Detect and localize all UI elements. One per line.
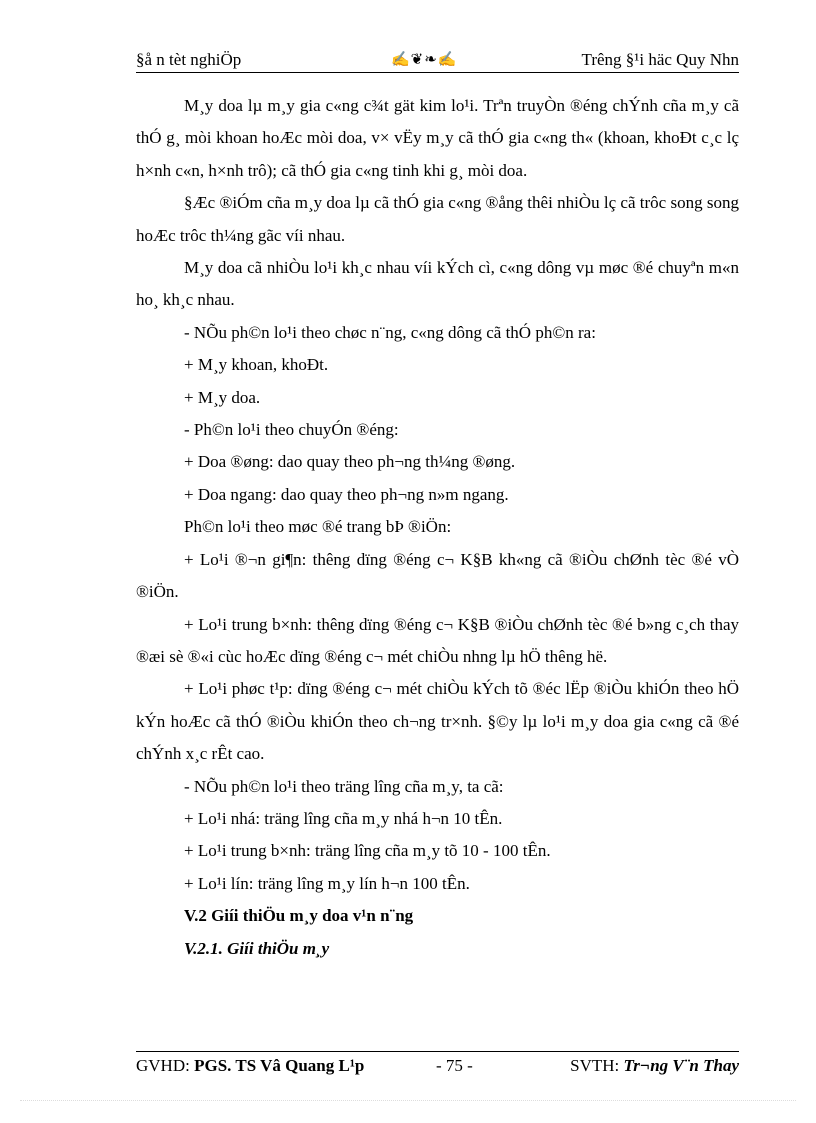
footer-advisor-label: GVHD:: [136, 1056, 195, 1075]
list-item: + Lo¹i nhá: träng lîng cña m¸y nhá h¬n 10 tÊn.: [184, 808, 503, 828]
list-item: - NÕu ph©n lo¹i theo chøc n¨ng, c«ng dông cã thÓ ph©n ra:: [184, 322, 596, 342]
list-item: + Lo¹i trung b×nh: thêng dïng ®éng c¬ K§B ®iÒu chØnh tèc ®é b»ng c¸ch thay ®æi sè ®«i cùc hoÆc dïng ®éng c¬ mét chiÒu nhng lµ hÖ thêng hë.: [136, 614, 739, 666]
page-header: [136, 48, 739, 73]
list-item: + Doa ngang: dao quay theo ph¬ng n»m ngang.: [184, 484, 509, 504]
header-left-text: §å n tèt nghiÖp: [136, 50, 242, 69]
paragraph: §Æc ®iÓm cña m¸y doa lµ cã thÓ gia c«ng ®ång thêi nhiÒu lç cã trôc song song hoÆc trôc th¼ng gãc víi nhau.: [136, 193, 739, 245]
footer-student: [570, 1056, 739, 1076]
page-number: - 75 -: [436, 1056, 473, 1075]
paragraph: M¸y doa lµ m¸y gia c«ng c¾t gät kim lo¹i. Trªn truyÒn ®éng chÝnh cña m¸y cã thÓ g¸ mòi khoan hoÆc mòi doa, v× vËy m¸y cã thÓ gia c«ng th« (khoan, khoÐt c¸c lç h×nh c«n, h×nh trô); cã thÓ gia c«ng tinh khi g¸ mòi doa.: [136, 96, 739, 180]
footer-student-label: SVTH:: [570, 1056, 624, 1075]
list-item: - NÕu ph©n lo¹i theo träng lîng cña m¸y, ta cã:: [184, 776, 504, 796]
list-item: + Lo¹i lín: träng lîng m¸y lín h¬n 100 tÊn.: [184, 873, 470, 893]
section-heading: V.2 Giíi thiÖu m¸y doa v¹n n¨ng: [184, 906, 414, 926]
list-item: + Doa ®øng: dao quay theo ph¬ng th¼ng ®øng.: [184, 452, 516, 472]
footer-advisor-name: PGS. TS Vâ Quang L¹p: [194, 1056, 365, 1075]
list-item: + Lo¹i trung b×nh: träng lîng cña m¸y tõ 10 - 100 tÊn.: [184, 841, 551, 861]
footer-advisor: [136, 1056, 364, 1076]
page-footer: [136, 1051, 739, 1078]
header-right-text: Trêng §¹i häc Quy Nhn: [581, 50, 739, 69]
list-item: Ph©n lo¹i theo møc ®é trang bÞ ®iÖn:: [184, 517, 452, 537]
footer-student-name: Tr¬ng V¨n Thay: [623, 1056, 739, 1075]
document-body: [136, 90, 739, 965]
list-item: + Lo¹i phøc t¹p: dïng ®éng c¬ mét chiÒu kÝch tõ ®éc lËp ®iÒu khiÓn theo hÖ kÝn hoÆc cã thÓ ®iÒu khiÓn theo ch¬ng tr×nh. §©y lµ lo¹i m¸y doa gia c«ng cã ®é chÝnh x¸c rÊt cao.: [136, 679, 739, 764]
header-ornament: ✍❦❧✍: [391, 52, 458, 68]
list-item: - Ph©n lo¹i theo chuyÓn ®éng:: [184, 420, 399, 440]
list-item: + M¸y doa.: [184, 387, 261, 407]
list-item: + M¸y khoan, khoÐt.: [184, 355, 329, 375]
paragraph: M¸y doa cã nhiÒu lo¹i kh¸c nhau víi kÝch cì, c«ng dông vµ møc ®é chuyªn m«n ho¸ kh¸c nhau.: [136, 258, 739, 310]
page-bottom-divider: [20, 1100, 796, 1101]
list-item: + Lo¹i ®¬n gi¶n: thêng dïng ®éng c¬ K§B kh«ng cã ®iÒu chØnh tèc ®é vÒ ®iÖn.: [136, 549, 739, 602]
subsection-heading: V.2.1. Giíi thiÖu m¸y: [184, 938, 330, 958]
